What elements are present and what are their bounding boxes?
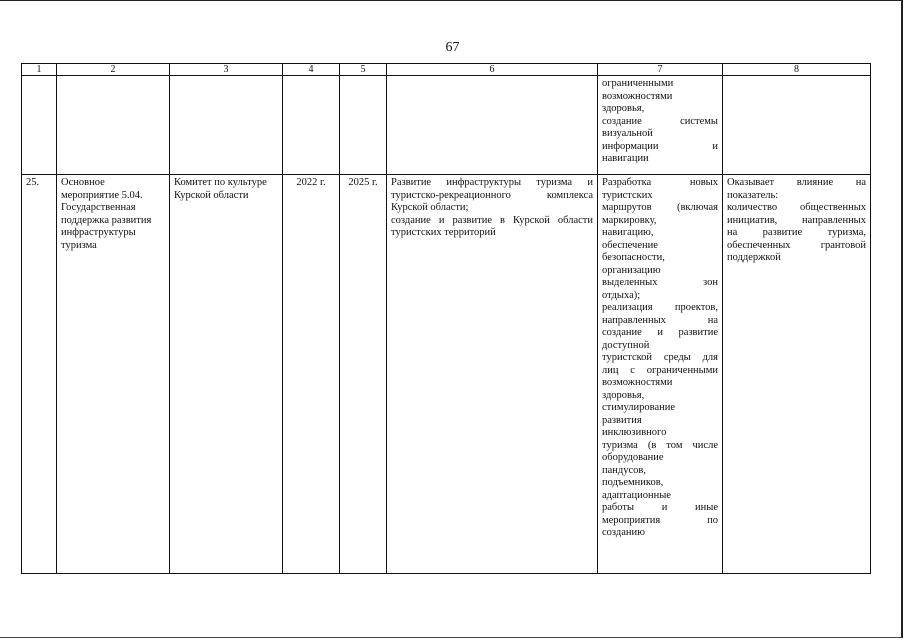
activity-line: здоровья, <box>602 389 645 401</box>
activity-line: развития <box>602 414 642 426</box>
activity-line: создание и развитие <box>602 327 718 338</box>
activity-line: созданию <box>602 527 645 538</box>
cont-cell-3 <box>170 76 283 175</box>
header-cell-5: 5 <box>340 64 387 76</box>
activity-line: инклюзивного <box>602 427 667 438</box>
header-cell-1: 1 <box>22 64 57 76</box>
cont-cell-5 <box>340 76 387 175</box>
activity-line: выделенных зон <box>602 277 718 288</box>
executor: Комитет по культуре Курской области <box>170 175 283 574</box>
expected-result <box>387 175 598 574</box>
activity-line: направленных на <box>602 314 718 326</box>
result-line: туристских территорий <box>391 227 496 238</box>
activity-line: Разработка новых <box>602 177 718 188</box>
activity-line: обеспечение <box>602 239 658 251</box>
activity-line: отдыха); <box>602 289 641 301</box>
cont-line: ограниченными <box>602 78 674 89</box>
indicator-line: обеспеченных грантовой <box>727 239 866 251</box>
activity-line: туристской среды для <box>602 352 718 363</box>
activity-line: лиц с ограниченными <box>602 364 718 376</box>
main-activities <box>598 175 723 574</box>
activity-line: реализация проектов, <box>602 302 718 313</box>
end-year: 2025 г. <box>340 175 387 574</box>
cont-line: информации и <box>602 140 718 152</box>
indicator-line: на развитие туризма, <box>727 227 866 238</box>
header-cell-3: 3 <box>170 64 283 76</box>
activity-line: маркировку, <box>602 214 657 226</box>
activity-line: организацию <box>602 264 661 276</box>
header-cell-8: 8 <box>723 64 871 76</box>
result-line: Курской области; <box>391 202 469 213</box>
indicator-line: поддержкой <box>727 252 781 263</box>
header-cell-6: 6 <box>387 64 598 76</box>
page-number: 67 <box>445 40 460 55</box>
cont-cell-7 <box>598 76 723 175</box>
result-line: Развитие инфраструктуры туризма и <box>391 177 593 188</box>
activity-line: мероприятия по <box>602 514 718 526</box>
activity-line: туризма (в том числе <box>602 439 718 451</box>
header-cell-7: 7 <box>598 64 723 76</box>
activity-line: адаптационные <box>602 489 671 501</box>
header-cell-2: 2 <box>57 64 170 76</box>
continuation-row <box>22 76 871 175</box>
indicator-line: инициатив, направленных <box>727 214 866 226</box>
activity-line: стимулирование <box>602 402 676 413</box>
measure-name: Основное мероприятие 5.04. Государственная поддержка развития инфраструктуры туризма <box>57 175 170 574</box>
cont-line: навигации <box>602 153 649 164</box>
cont-line: визуальной <box>602 128 653 139</box>
activity-line: туристских <box>602 189 653 201</box>
indicator-line: количество общественных <box>727 202 866 213</box>
activity-line: доступной <box>602 339 650 351</box>
cont-cell-2 <box>57 76 170 175</box>
cont-cell-1 <box>22 76 57 175</box>
result-line: туристско-рекреационного комплекса <box>391 189 593 201</box>
cont-line: здоровья, <box>602 103 645 114</box>
activity-line: работы и иные <box>602 502 718 513</box>
indicator-line: показатель: <box>727 189 779 201</box>
cont-line: возможностями <box>602 90 673 102</box>
activity-line: возможностями <box>602 377 673 388</box>
result-line: создание и развитие в Курской области <box>391 214 593 226</box>
activity-line: навигацию, <box>602 227 654 238</box>
activity-line: маршрутов (включая <box>602 202 718 213</box>
cont-cell-4 <box>283 76 340 175</box>
row-number: 25. <box>22 175 57 574</box>
header-cell-4: 4 <box>283 64 340 76</box>
activity-line: пандусов, <box>602 464 646 476</box>
cont-line: создание системы <box>602 115 718 127</box>
indicator-influence <box>723 175 871 574</box>
activity-line: безопасности, <box>602 252 665 263</box>
start-year: 2022 г. <box>283 175 340 574</box>
cont-cell-6 <box>387 76 598 175</box>
cont-cell-8 <box>723 76 871 175</box>
header-row <box>22 64 871 76</box>
program-table <box>21 63 871 574</box>
indicator-line: Оказывает влияние на <box>727 177 866 188</box>
activity-line: подъемников, <box>602 477 664 488</box>
table-row <box>22 175 871 574</box>
activity-line: оборудование <box>602 452 664 463</box>
